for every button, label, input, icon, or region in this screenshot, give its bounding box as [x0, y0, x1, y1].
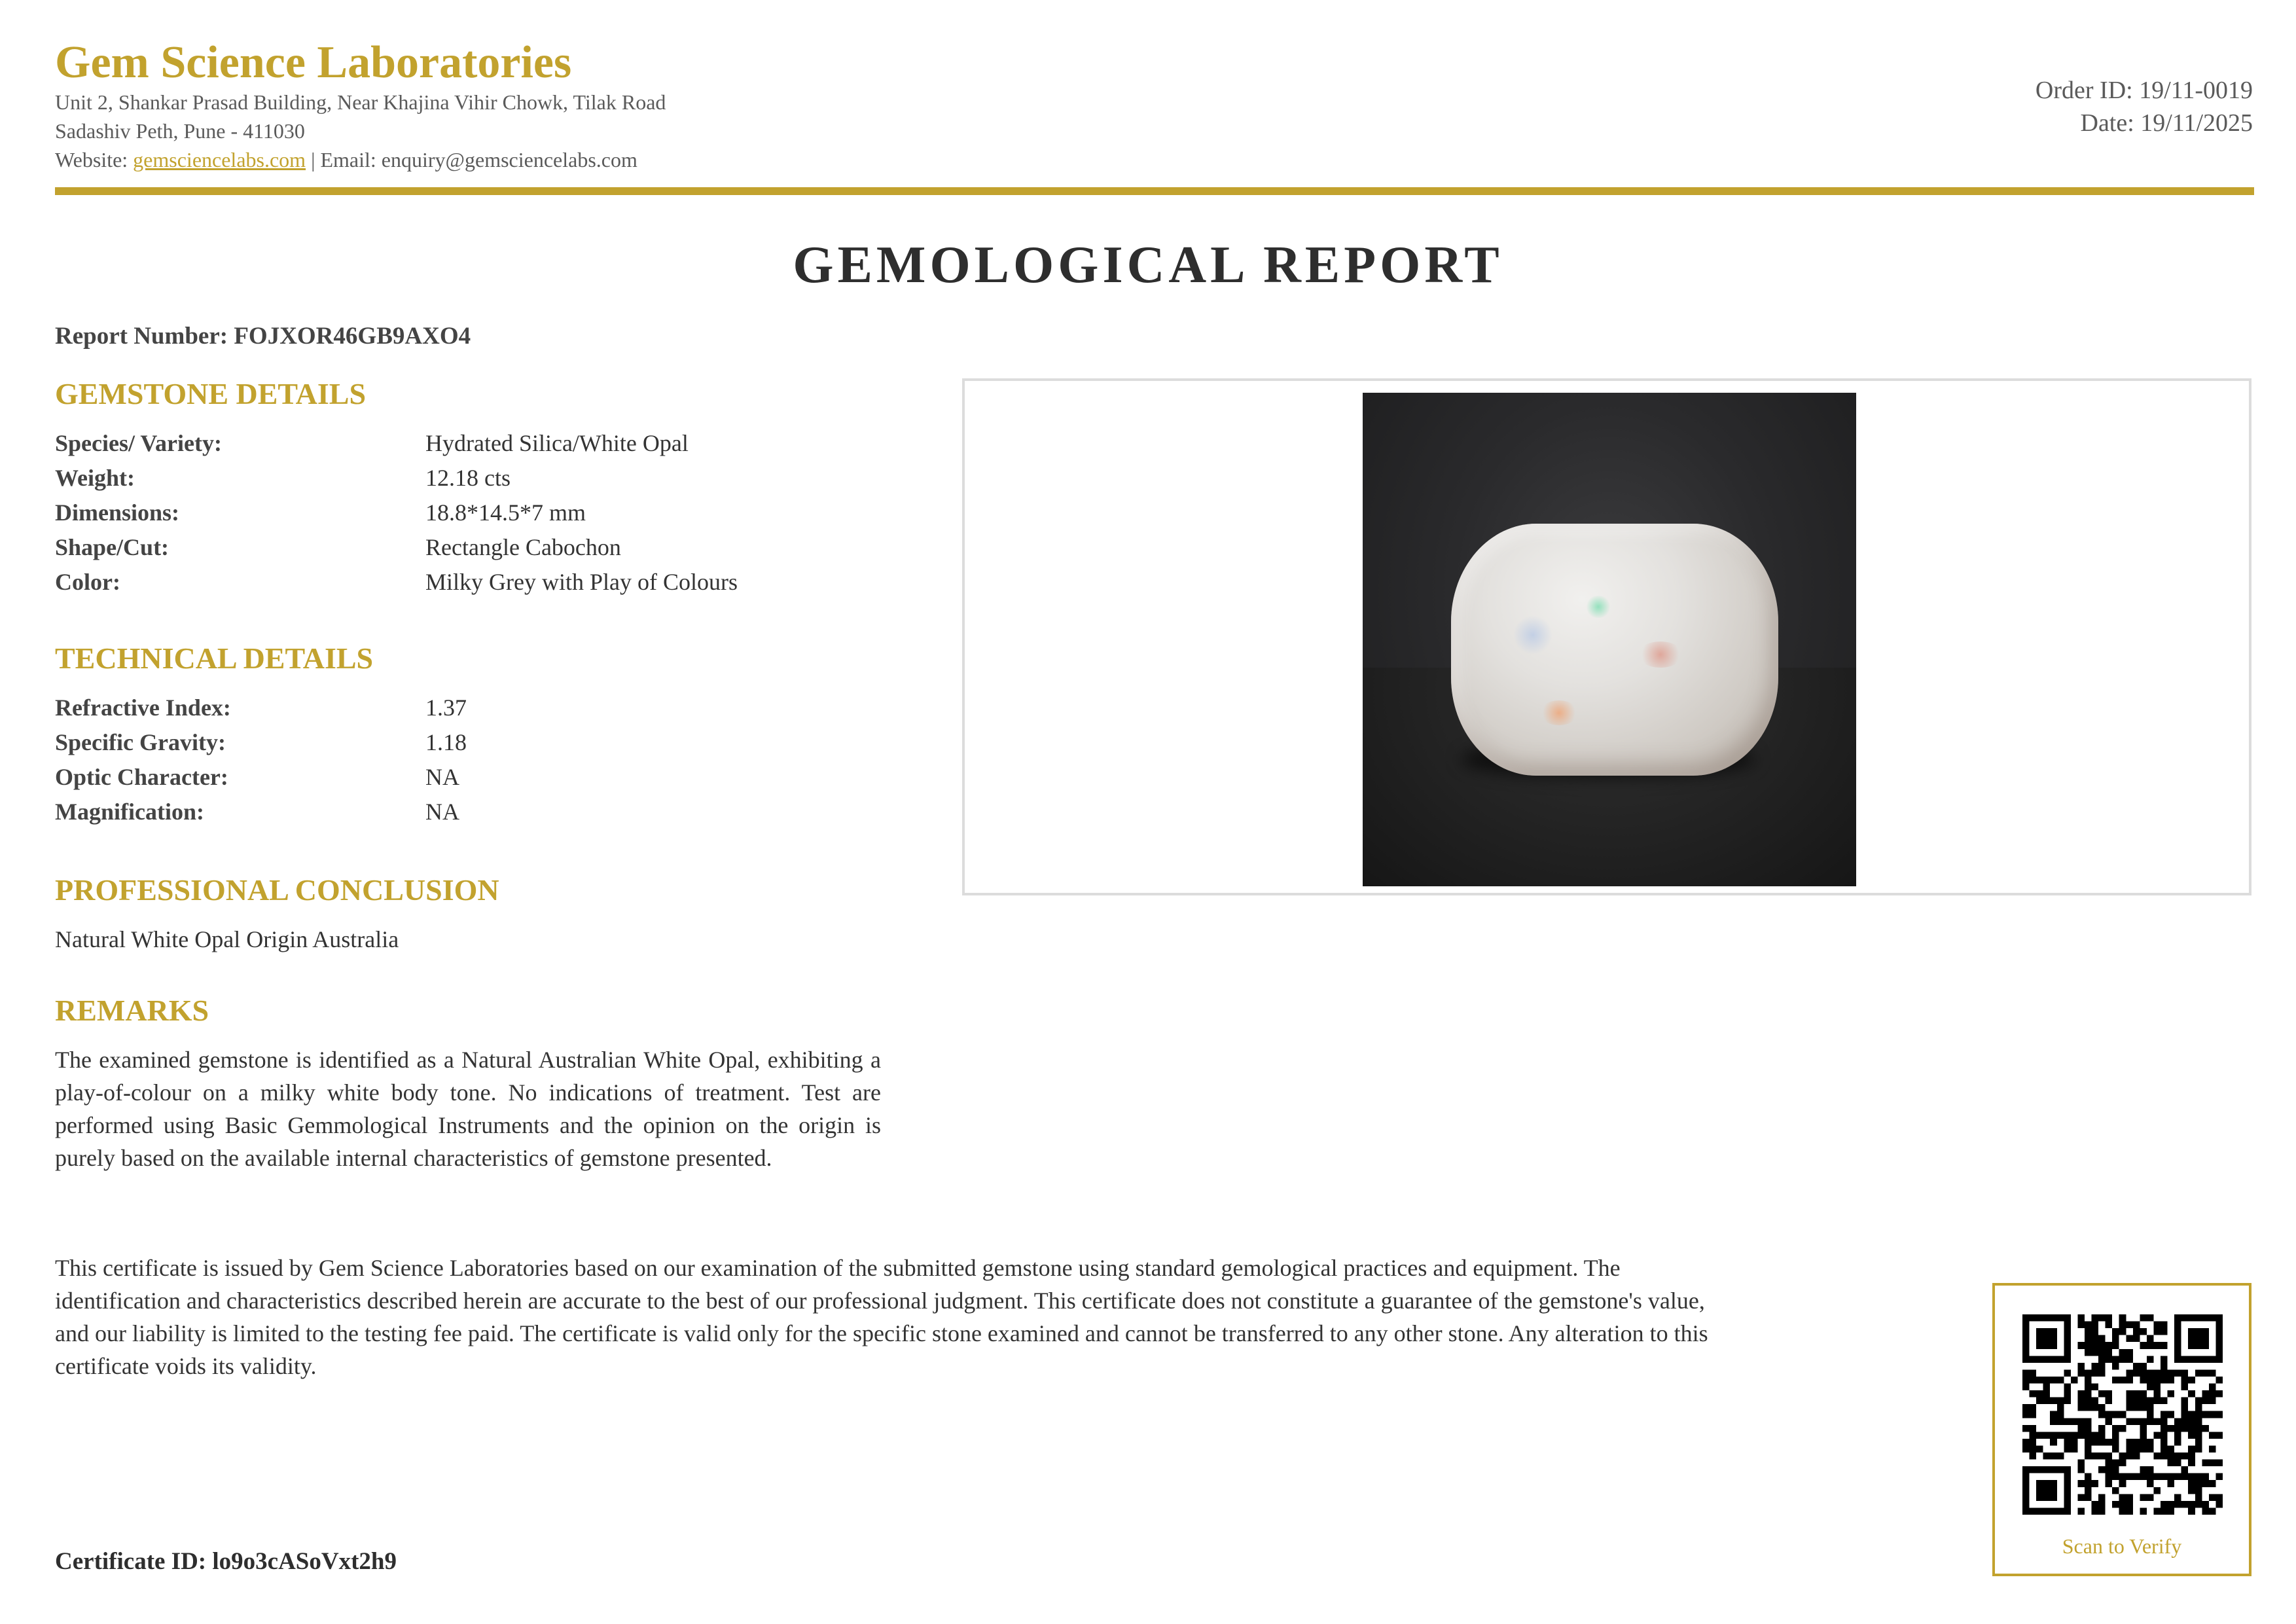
detail-row [55, 759, 906, 794]
detail-value: 1.18 [425, 729, 467, 755]
detail-label: Species/ Variety: [55, 429, 222, 456]
detail-label: Weight: [55, 464, 135, 491]
detail-value: NA [425, 798, 459, 825]
order-id: Order ID: 19/11-0019 [2035, 77, 2253, 104]
gemstone-details-table [55, 425, 906, 599]
detail-value: 1.37 [425, 694, 467, 721]
remarks-heading: REMARKS [55, 994, 209, 1027]
email-text: | Email: enquiry@gemsciencelabs.com [311, 148, 637, 171]
contact-line [55, 147, 637, 173]
qr-code-icon[interactable] [2022, 1314, 2223, 1515]
address-line-1: Unit 2, Shankar Prasad Building, Near Khajina Vihir Chowk, Tilak Road [55, 90, 666, 114]
detail-value: NA [425, 763, 459, 790]
detail-row [55, 564, 906, 599]
detail-row [55, 425, 906, 460]
detail-label: Dimensions: [55, 499, 180, 526]
play-of-colour-flash [1513, 615, 1552, 655]
detail-value: 18.8*14.5*7 mm [425, 499, 586, 526]
detail-label: Optic Character: [55, 763, 228, 790]
detail-row [55, 495, 906, 530]
report-date: Date: 19/11/2025 [2080, 109, 2253, 137]
detail-row [55, 690, 906, 725]
detail-value: 12.18 cts [425, 464, 511, 491]
gemstone-photo [1363, 393, 1856, 886]
play-of-colour-flash [1585, 596, 1611, 618]
detail-label: Specific Gravity: [55, 729, 226, 755]
certificate-id: Certificate ID: lo9o3cASoVxt2h9 [55, 1548, 397, 1575]
remarks-text: The examined gemstone is identified as a Natural Australian White Opal, exhibiting a play-of-colour on a milky white body tone. No indications of treatment. Test are performed using Basic Gemmological Instruments and the opinion on the origin is purely based on the available internal characteristics of gemstone presented. [55, 1047, 881, 1171]
website-link[interactable]: gemsciencelabs.com [133, 148, 306, 171]
conclusion-text: Natural White Opal Origin Australia [55, 926, 399, 952]
qr-verify-box[interactable] [1992, 1283, 2251, 1576]
detail-value: Rectangle Cabochon [425, 533, 621, 560]
play-of-colour-flash [1638, 641, 1683, 668]
detail-value: Hydrated Silica/White Opal [425, 429, 689, 456]
address-line-2: Sadashiv Peth, Pune - 411030 [55, 119, 305, 143]
detail-label: Shape/Cut: [55, 533, 170, 560]
detail-label: Magnification: [55, 798, 204, 825]
conclusion-heading: PROFESSIONAL CONCLUSION [55, 873, 499, 907]
detail-row [55, 460, 906, 495]
lab-name: Gem Science Laboratories [55, 37, 572, 88]
header-divider [55, 187, 2254, 195]
detail-row [55, 530, 906, 564]
detail-row [55, 794, 906, 829]
website-label: Website: [55, 148, 128, 171]
report-number: Report Number: FOJXOR46GB9AXO4 [55, 323, 471, 350]
detail-label: Refractive Index: [55, 694, 231, 721]
report-title: GEMOLOGICAL REPORT [793, 236, 1503, 294]
technical-details-heading: TECHNICAL DETAILS [55, 641, 374, 675]
detail-label: Color: [55, 568, 120, 595]
detail-row [55, 725, 906, 759]
disclaimer-text: This certificate is issued by Gem Science Laboratories based on our examination of the submitted gemstone using standard gemological practices and equipment. The identification and characteristics described herein are accurate to the best of our professional judgment. This certificate does not constitute a guarantee of the gemstone's value, and our liability is limited to the testing fee paid. The certificate is valid only for the specific stone examined and cannot be transferred to any other stone. Any alteration to this certificate voids its validity. [55, 1255, 1708, 1379]
detail-value: Milky Grey with Play of Colours [425, 568, 738, 595]
opal-stone [1451, 524, 1778, 776]
qr-caption: Scan to Verify [2062, 1534, 2182, 1558]
technical-details-table [55, 690, 906, 829]
gemstone-details-heading: GEMSTONE DETAILS [55, 377, 367, 410]
gemstone-image-panel [962, 378, 2251, 895]
play-of-colour-flash [1539, 700, 1579, 725]
